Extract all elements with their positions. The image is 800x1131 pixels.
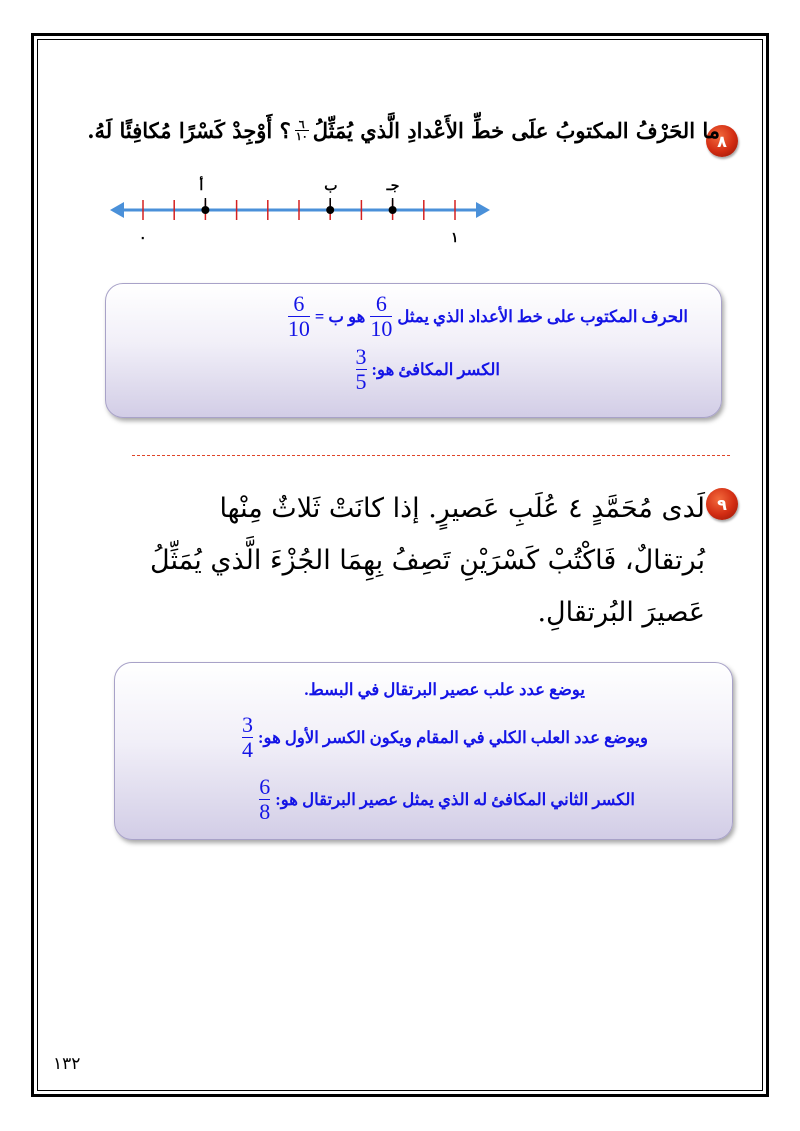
question-8-fraction-numerator: ٦ [298,118,305,131]
answer-9-fraction-1-denominator: 4 [242,737,254,762]
answer-9-line-2 [237,714,648,761]
number-line-start-label: ٠ [139,230,147,246]
answer-9-line-1 [304,680,585,700]
question-8-text [87,118,720,143]
number-line [100,175,500,255]
answer-8-fraction-1-denominator: 10 [370,316,393,341]
question-8-text-before: ما الحَرْفُ المكتوبُ علَى خطِّ الأَعْدادِ الَّذي يُمَثِّلُ [312,118,720,143]
answer-9-line-3-text: الكسر الثاني المكافئ له الذي يمثل عصير البرتقال هو: [275,789,635,809]
question-8-text-after: ؟ أَوْجِدْ كَسْرًا مُكافِئًا لَهُ. [87,118,291,143]
number-line-point [389,206,397,214]
answer-9-line-2-text: ويوضع عدد العلب الكلي في المقام ويكون الكسر الأول هو: [258,727,648,747]
answer-8-fraction-3-numerator: 3 [355,344,367,369]
question-9-badge [706,488,738,520]
answer-9-line-1-text: يوضع عدد علب عصير البرتقال في البسط. [304,680,585,699]
answer-9-fraction-1 [242,714,253,761]
answer-8-fraction-2 [288,293,310,340]
answer-8-line-1-text: الحرف المكتوب على خط الأعداد الذي يمثل [397,306,688,326]
answer-9-fraction-2-denominator: 8 [259,799,271,824]
answer-8-fraction-2-denominator: 10 [287,316,310,341]
answer-9-fraction-1-numerator: 3 [242,712,254,737]
answer-8-fraction-3-denominator: 5 [355,369,367,394]
answer-8-fraction-1 [370,293,392,340]
number-line-point [201,206,209,214]
answer-9-fraction-2-numerator: 6 [259,774,271,799]
number-line-right-arrow [476,202,490,218]
number-line-left-arrow [110,202,124,218]
number-line-end-label: ١ [451,230,459,246]
answer-8-line-2 [351,346,500,393]
number-line-point-label: ب [324,178,338,194]
answer-8-fraction-3 [356,346,367,393]
question-8-fraction [295,119,309,142]
answer-8-line-2-text: الكسر المكافئ هو: [371,359,500,379]
answer-8-fraction-2-numerator: 6 [293,291,305,316]
answer-9-fraction-2 [259,776,270,823]
number-line-point [326,206,334,214]
page-number: ١٣٢ [53,1054,81,1074]
number-line-point-label: أ [199,178,204,194]
answer-8-line-1-mid: هو ب = [314,306,366,326]
question-9-number: ٩ [717,494,727,514]
answer-8-line-1 [283,293,688,340]
question-8-fraction-denominator: ١٠ [295,130,308,143]
section-divider [132,455,730,456]
question-9-text: لَدى مُحَمَّدٍ ٤ عُلَبِ عَصيرٍ. إذا كانَتْ ثَلاثٌ مِنْها بُرتقالٌ، فَاكْتُبْ كَسْرَيْنِ تَصِفُ بِهِمَا الجُزْءَ الَّذي يُمَثِّلُ عَصيرَ البُرتقالِ. [150,493,705,628]
answer-9-line-3 [254,776,635,823]
question-8-number: ٨ [717,131,727,151]
answer-8-fraction-1-numerator: 6 [375,291,387,316]
number-line-point-label: جـ [386,178,400,194]
